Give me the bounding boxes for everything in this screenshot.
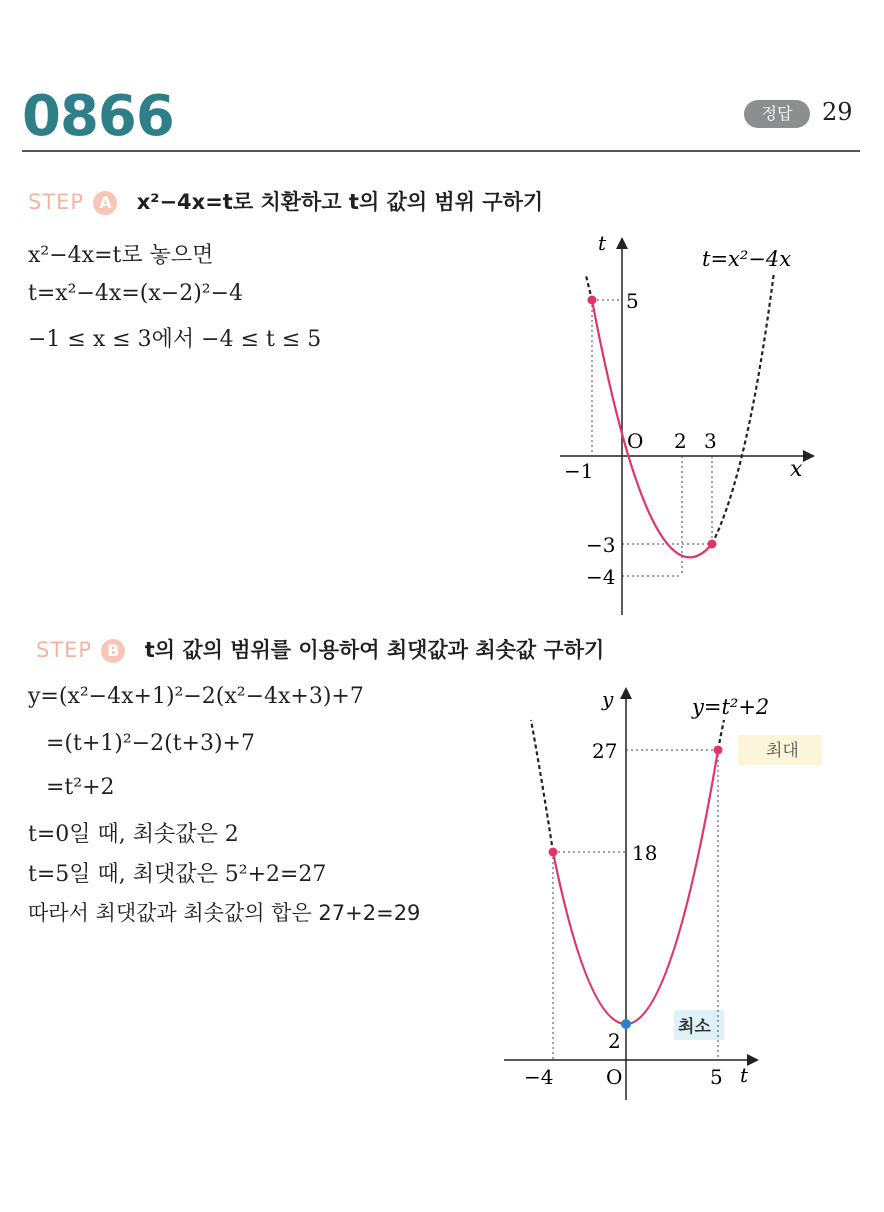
step-b-line-1: y=(x²−4x+1)²−2(x²−4x+3)+7 (28, 684, 364, 709)
problem-number: 0866 (22, 84, 174, 149)
graph2-tick-5: 5 (710, 1065, 723, 1089)
step-a-line-1: x²−4x=t로 놓으면 (28, 243, 214, 268)
header-divider (22, 150, 860, 152)
graph2-tick-neg4: −4 (524, 1065, 554, 1089)
graph1-equation: t=x²−4x (702, 247, 792, 271)
graph1-origin-label: O (627, 429, 644, 453)
step-b-line-5: t=5일 때, 최댓값은 5²+2=27 (28, 862, 327, 887)
graph2-curve-right (626, 750, 718, 1024)
step-a-title: x²−4x=t로 치환하고 t의 값의 범위 구하기 (136, 190, 544, 214)
step-b-title: t의 값의 범위를 이용하여 최댓값과 최솟값 구하기 (144, 638, 605, 662)
graph2-origin-label: O (606, 1065, 623, 1089)
step-b-line-4: t=0일 때, 최솟값은 2 (28, 822, 239, 847)
step-a-label: STEP (28, 190, 85, 214)
graph2-curve-dashed-left (531, 720, 553, 852)
step-b-line-2: =(t+1)²−2(t+3)+7 (46, 731, 255, 756)
answer-label-badge: 정답 (744, 100, 810, 128)
graph2-tick-2: 2 (608, 1029, 621, 1053)
step-a-badge-icon: A (93, 191, 117, 215)
answer-value: 29 (822, 98, 853, 126)
graph1-point-left (588, 296, 597, 305)
graph1-tick-2: 2 (674, 429, 687, 453)
graph1-x-axis-label: x (790, 457, 803, 482)
graph1-tick-3: 3 (704, 429, 717, 453)
graph2-tick-27: 27 (592, 739, 618, 763)
graph2-y-axis-label: y (602, 687, 614, 711)
graph2-equation: y=t²+2 (692, 695, 770, 719)
graph2-curve-dashed-right (718, 720, 724, 750)
graph2-tick-18: 18 (632, 841, 658, 865)
graph1-tick-neg3: −3 (586, 533, 616, 557)
graph-t-vs-x (550, 230, 840, 615)
graph2-t-axis-label: t (740, 1063, 749, 1087)
step-b-line-3: =t²+2 (46, 775, 115, 800)
graph2-max-label: 최대 (766, 741, 799, 761)
graph1-tick-neg4: −4 (586, 565, 616, 589)
graph1-tick-neg1: −1 (564, 459, 594, 483)
graph2-min-label: 최소 (678, 1017, 711, 1037)
graph1-curve (592, 300, 712, 557)
step-a-line-2: t=x²−4x=(x−2)²−4 (28, 281, 244, 306)
step-b-heading (36, 634, 604, 664)
graph1-curve-dashed-right (712, 272, 774, 544)
graph1-t-axis-label: t (598, 231, 607, 255)
step-b-badge-icon: B (101, 639, 125, 663)
graph2-curve-left (553, 852, 626, 1024)
step-a-line-3: −1 ≤ x ≤ 3에서 −4 ≤ t ≤ 5 (28, 327, 322, 352)
graph2-point-max (714, 746, 723, 755)
graph2-point-min (621, 1019, 631, 1029)
graph1-point-right (708, 540, 717, 549)
step-a-heading (28, 186, 543, 216)
graph-y-vs-t (500, 680, 840, 1100)
graph2-point-left (549, 848, 558, 857)
graph1-tick-5: 5 (626, 289, 639, 313)
step-b-label: STEP (36, 638, 93, 662)
step-b-conclusion: 따라서 최댓값과 최솟값의 합은 27+2=29 (28, 901, 421, 925)
